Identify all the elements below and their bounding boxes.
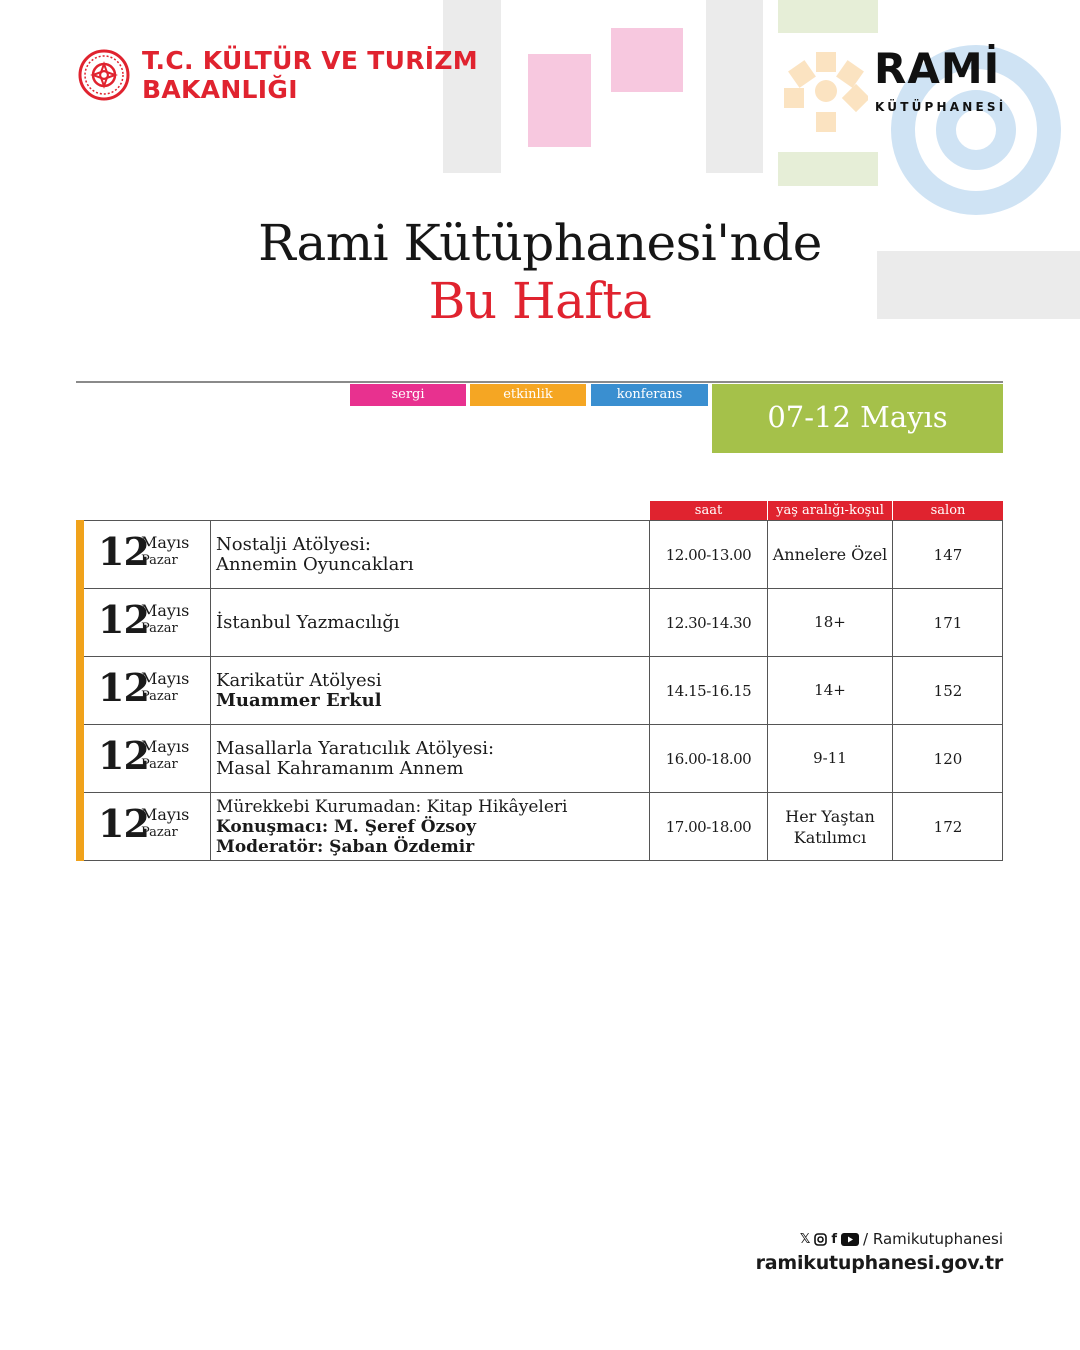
x-icon[interactable]: 𝕏 [799,1231,811,1247]
day-number: 12 [98,801,149,846]
header-saat: saat [650,501,767,521]
rami-subtitle: KÜTÜPHANESİ [875,100,1007,114]
table-row [76,792,1003,861]
youtube-icon[interactable] [841,1233,859,1246]
event-title-line1: Nostalji Atölyesi: [216,533,371,555]
legend-tag-konferans: konferans [591,384,708,406]
category-bar [76,520,84,589]
day-number: 12 [98,529,149,574]
category-bar [76,656,84,725]
event-time: 14.15-16.15 [665,681,752,700]
category-bar [76,588,84,657]
divider-rule [76,381,1003,383]
event-age [768,521,892,588]
event-age: 14+ [814,681,846,699]
ministry-logo [78,46,478,104]
event-title-line1: Masallarla Yaratıcılık Atölyesi: [216,737,495,759]
day-number: 12 [98,597,149,642]
event-time: 17.00-18.00 [665,817,752,836]
event-hall: 120 [933,749,963,768]
table-row [76,724,1003,792]
instagram-icon[interactable] [814,1233,827,1246]
month-label: Mayıs [141,601,190,620]
deco-gray-bar-2 [706,0,763,173]
deco-pink-block-2 [611,28,683,92]
event-hall: 171 [933,613,963,632]
headline [0,214,1080,330]
legend-tag-etkinlik: etkinlik [470,384,586,406]
event-age-line2: Katılımcı [793,827,867,847]
social-handle: / Ramikutuphanesi [863,1230,1003,1248]
ministry-name-line2: BAKANLIĞI [142,75,298,104]
day-name: Pazar [141,757,178,772]
table-row [76,588,1003,656]
month-label: Mayıs [141,805,190,824]
event-title [216,725,646,792]
event-time: 12.00-13.00 [665,545,752,564]
deco-pink-block-1 [528,54,591,147]
date-range-box: 07-12 Mayıs [712,384,1003,453]
facebook-icon[interactable]: f [831,1231,838,1247]
event-speaker: Muammer Erkul [216,689,382,711]
rami-wordmark: RAMİ [874,44,1001,93]
day-name: Pazar [141,621,178,636]
deco-green-block-2 [778,152,878,186]
month-label: Mayıs [141,737,190,756]
event-hall: 152 [933,681,963,700]
event-age: 9-11 [813,749,847,767]
footer [756,1230,1003,1274]
event-moderator: Moderatör: Şaban Özdemir [216,836,475,857]
event-title-line1: Karikatür Atölyesi [216,669,382,691]
header-salon: salon [893,501,1003,521]
event-title-line2: Masal Kahramanım Annem [216,757,464,779]
event-hall: 172 [933,817,963,836]
event-age [768,793,892,860]
day-name: Pazar [141,553,178,568]
day-name: Pazar [141,689,178,704]
legend-tag-sergi: sergi [350,384,466,406]
table-row [76,520,1003,588]
headline-line1: Rami Kütüphanesi'nde [258,214,822,272]
event-title-line1: İstanbul Yazmacılığı [216,611,400,633]
header-kosul: yaş aralığı-koşul [768,501,892,521]
event-title [216,793,646,860]
rami-sun-icon [782,46,868,146]
rami-library-logo [782,36,1012,156]
day-number: 12 [98,665,149,710]
event-age: 18+ [814,613,846,631]
social-row [756,1230,1003,1248]
event-time: 12.30-14.30 [665,613,752,632]
deco-green-block-1 [778,0,878,33]
event-title [216,589,646,656]
event-title-line1: Mürekkebi Kurumadan: Kitap Hikâyeleri [216,796,568,817]
event-age-line1: Her Yaştan [785,806,875,826]
event-title-line2: Annemin Oyuncakları [216,553,414,575]
event-hall: 147 [933,545,963,564]
events-table [76,520,1003,861]
ministry-name-line1: T.C. KÜLTÜR VE TURİZM [142,46,478,75]
event-title [216,521,646,588]
website-link[interactable]: ramikutuphanesi.gov.tr [755,1252,1003,1274]
month-label: Mayıs [141,669,190,688]
ministry-emblem-icon [78,49,130,101]
month-label: Mayıs [141,533,190,552]
event-title [216,657,646,724]
category-bar [76,724,84,793]
day-number: 12 [98,733,149,778]
event-speaker: Konuşmacı: M. Şeref Özsoy [216,816,477,837]
event-age-line1: Annelere Özel [772,545,888,564]
event-time: 16.00-18.00 [665,749,752,768]
headline-line2: Bu Hafta [428,272,652,330]
category-bar [76,792,84,861]
table-row [76,656,1003,724]
day-name: Pazar [141,825,178,840]
